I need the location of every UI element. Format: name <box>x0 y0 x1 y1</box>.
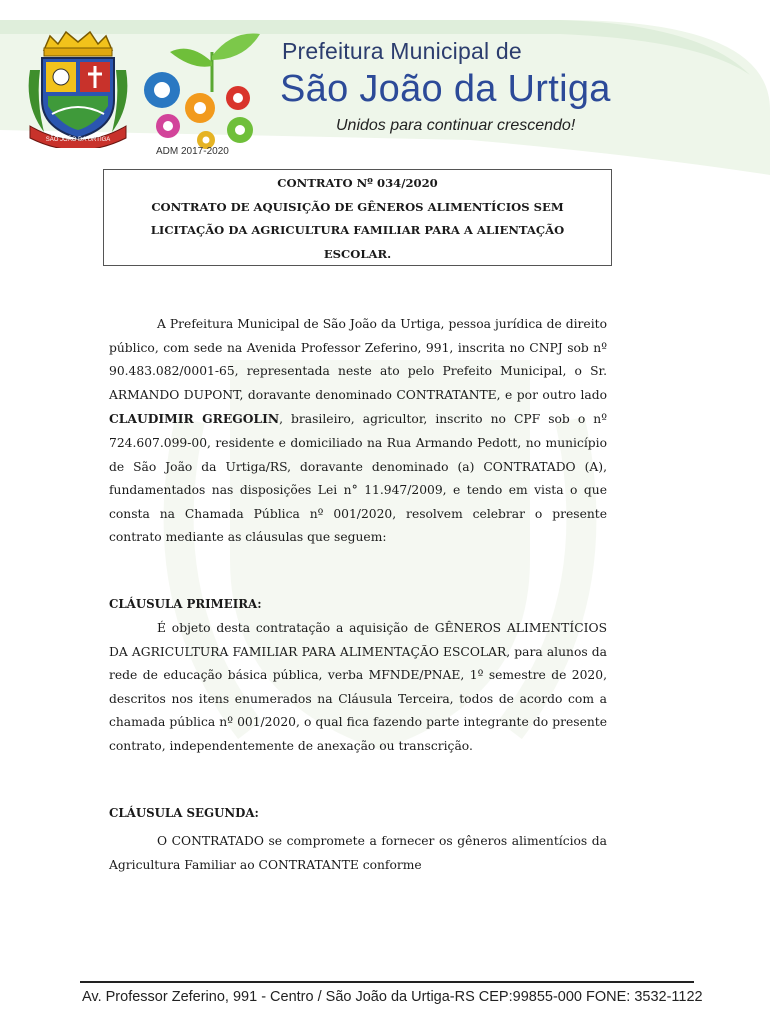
contract-title-box <box>103 169 612 266</box>
clause-1-title: CLÁUSULA PRIMEIRA: <box>109 597 262 611</box>
municipal-crest-logo <box>22 30 134 148</box>
contractor-name: CLAUDIMIR GREGOLIN <box>109 411 280 427</box>
crest-ribbon-text: SÃO JOÃO DA URTIGA <box>45 137 111 143</box>
contract-subject-line: ESCOLAR. <box>323 246 392 261</box>
contract-subject-line: CONTRATO DE AQUISIÇÃO DE GÊNEROS ALIMENTÍCIOS SEM <box>151 199 564 214</box>
footer-divider <box>80 981 694 983</box>
slogan: Unidos para continuar crescendo! <box>336 117 576 134</box>
intro-paragraph <box>109 313 607 550</box>
contract-number: CONTRATO Nº 034/2020 <box>277 176 438 190</box>
gears-plant-logo <box>140 22 280 162</box>
contract-subject-line: LICITAÇÃO DA AGRICULTURA FAMILIAR PARA A ALIENTAÇÃO <box>150 223 565 237</box>
prefecture-title: Prefeitura Municipal de <box>282 38 522 64</box>
letterhead <box>0 0 770 180</box>
administration-period: ADM 2017-2020 <box>156 146 229 157</box>
city-name: São João da Urtiga <box>280 68 611 110</box>
footer-address: Av. Professor Zeferino, 991 - Centro / São João da Urtiga-RS CEP:99855-000 FONE: 3532-1122 <box>82 989 703 1005</box>
clause-1-text: É objeto desta contratação a aquisição de GÊNEROS ALIMENTÍCIOS DA AGRICULTURA FAMILIAR PARA ALIMENTAÇÃO ESCOLAR, para alunos da rede de educação básica pública, verba MFNDE/PNAE, 1º semestre de 2020, descritos nos itens enumerados na Cláusula Terceira, todos de acordo com a chamada pública nº 001/2020, o qual fica fazendo parte integrante do presente contrato, independentemente de anexação ou transcrição. <box>109 621 607 753</box>
clause-2-text: O CONTRATADO se compromete a fornecer os gêneros alimentícios da Agricultura Familiar ao CONTRATANTE conforme <box>109 834 607 872</box>
intro-text: , brasileiro, agricultor, inscrito no CPF sob o nº 724.607.099-00, residente e domiciliado na Rua Armando Pedott, no município de São João da Urtiga/RS, doravante denominado (a) CONTRATADO (A), fundamentados nas disposições Lei n° 11.947/2009, e tendo em vista o que consta na Chamada Pública nº 001/2020, resolvem celebrar o presente contrato mediante as cláusulas que seguem: <box>109 412 607 545</box>
intro-text: A Prefeitura Municipal de São João da Urtiga, pessoa jurídica de direito público, com sede na Avenida Professor Zeferino, 991, inscrita no CNPJ sob nº 90.483.082/0001-65, representada neste ato pelo Prefeito Municipal, o Sr. ARMANDO DUPONT, doravante denominado CONTRATANTE, e por outro lado <box>109 317 607 402</box>
clause-2-title: CLÁUSULA SEGUNDA: <box>109 806 259 820</box>
